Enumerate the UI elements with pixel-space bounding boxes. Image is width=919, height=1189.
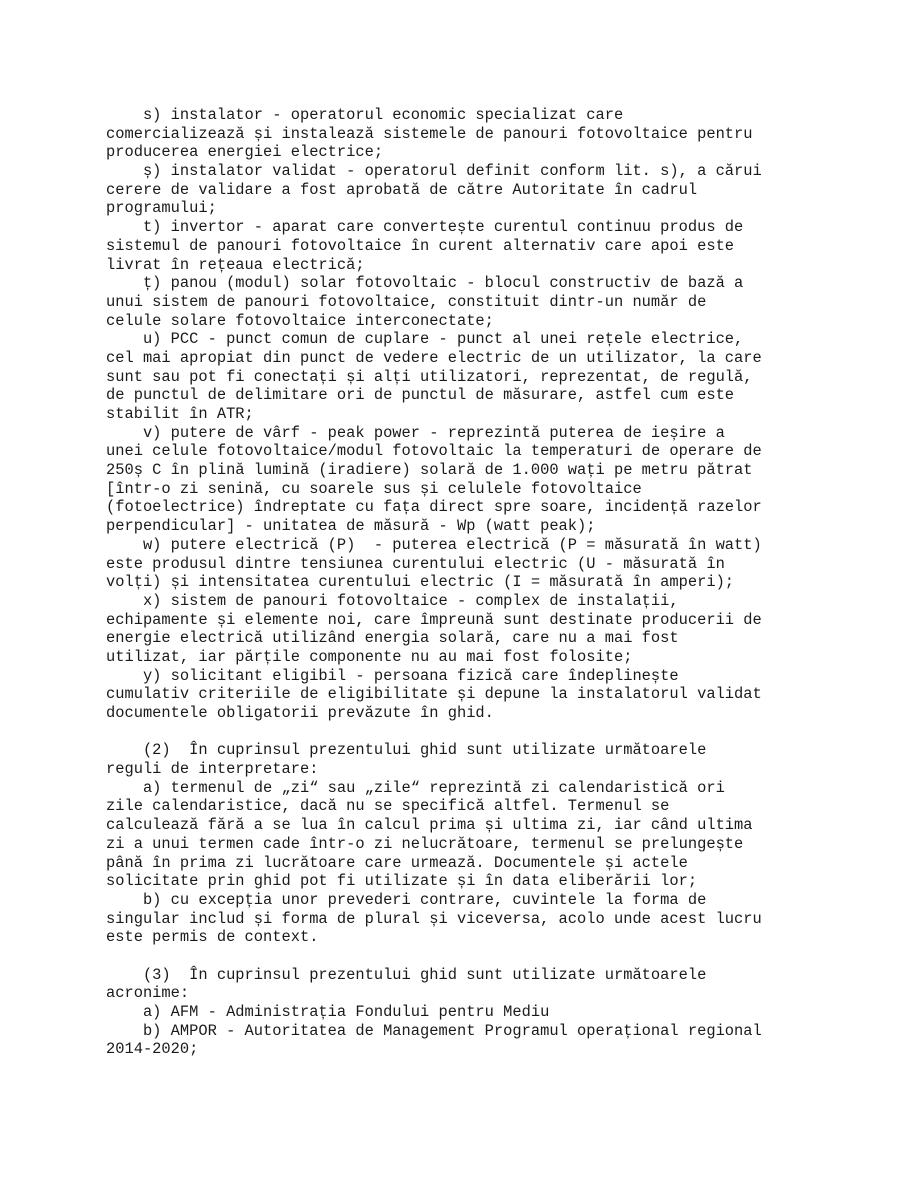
text-line: este permis de context.: [106, 928, 319, 947]
text-line: 2014-2020;: [106, 1040, 199, 1059]
text-line: w) putere electrică (P) - puterea electrică (P = măsurată în watt): [106, 535, 762, 554]
text-line: s) instalator - operatorul economic specializat care: [106, 106, 624, 124]
text-line: de punctul de delimitare ori de punctul de măsurare, astfel cum este: [106, 386, 735, 405]
text-line: cerere de validare a fost aprobată de către Autoritate în cadrul: [106, 180, 698, 199]
text-line: singular includ și forma de plural și viceversa, acolo unde acest lucru: [106, 909, 762, 928]
paragraph-spacer: [106, 723, 816, 742]
text-line: perpendicular] - unitatea de măsură - Wp (watt peak);: [106, 517, 596, 536]
text-line: acronime:: [106, 984, 190, 1003]
text-line: sunt sau pot fi conectați și alți utilizatori, reprezentat, de regulă,: [106, 367, 753, 386]
text-line: stabilit în ATR;: [106, 405, 254, 423]
text-line: documentele obligatorii prevăzute în ghid.: [106, 704, 494, 722]
text-line: energie electrică utilizând energia solară, care nu a mai fost: [106, 629, 679, 648]
text-line: 250ș C în plină lumină (iradiere) solară de 1.000 wați pe metru pătrat: [106, 461, 753, 480]
text-line: (2) În cuprinsul prezentului ghid sunt utilizate următoarele: [106, 741, 707, 760]
text-line: calculează fără a se lua în calcul prima și ultima zi, iar când ultima: [106, 816, 753, 835]
text-line: y) solicitant eligibil - persoana fizică care îndeplinește: [106, 666, 679, 685]
text-line: b) AMPOR - Autoritatea de Management Programul operațional regional: [106, 1021, 762, 1040]
text-line: t) invertor - aparat care convertește curentul continuu produs de: [106, 218, 744, 237]
text-line: unei celule fotovoltaice/modul fotovoltaic la temperaturi de operare de: [106, 442, 762, 461]
text-line: unui sistem de panouri fotovoltaice, constituit dintr-un număr de: [106, 292, 707, 311]
text-line: comercializează și instalează sistemele de panouri fotovoltaice pentru: [106, 124, 753, 143]
text-line: x) sistem de panouri fotovoltaice - complex de instalații,: [106, 591, 679, 610]
text-line: solicitate prin ghid pot fi utilizate și în data eliberării lor;: [106, 872, 698, 891]
text-line: a) AFM - Administrația Fondului pentru Mediu: [106, 1003, 550, 1021]
text-line: este produsul dintre tensiunea curentului electric (U - măsurată în: [106, 554, 725, 573]
text-line: sistemul de panouri fotovoltaice în curent alternativ care apoi este: [106, 236, 735, 255]
text-line: (3) În cuprinsul prezentului ghid sunt utilizate următoarele: [106, 965, 707, 984]
text-line: programului;: [106, 199, 217, 218]
text-line: cel mai apropiat din punct de vedere electric de un utilizator, la care: [106, 348, 762, 367]
text-line: [într-o zi senină, cu soarele sus și celulele fotovoltaice: [106, 479, 642, 498]
text-line: celule solare fotovoltaice interconectate;: [106, 311, 494, 330]
text-line: reguli de interpretare:: [106, 760, 319, 779]
text-line: ș) instalator validat - operatorul definit conform lit. s), a cărui: [106, 162, 762, 181]
document-page: [106, 106, 816, 1059]
text-line: (fotoelectrice) îndreptate cu fața direct spre soare, incidență razelor: [106, 498, 762, 517]
text-line: livrat în rețeaua electrică;: [106, 255, 365, 274]
text-line: zi a unui termen cade într-o zi nelucrătoare, termenul se prelungește: [106, 834, 744, 853]
text-line: până în prima zi lucrătoare care urmează. Documentele și actele: [106, 853, 688, 872]
text-line: zile calendaristice, dacă nu se specifică altfel. Termenul se: [106, 797, 670, 816]
text-line: producerea energiei electrice;: [106, 143, 384, 162]
text-line: cumulativ criteriile de eligibilitate și depune la instalatorul validat: [106, 685, 762, 704]
text-line: ț) panou (modul) solar fotovoltaic - blocul constructiv de bază a: [106, 274, 744, 293]
text-line: b) cu excepția unor prevederi contrare, cuvintele la forma de: [106, 890, 707, 909]
text-line: v) putere de vârf - peak power - reprezintă puterea de ieșire a: [106, 423, 725, 442]
text-line: volți) și intensitatea curentului electric (I = măsurată în amperi);: [106, 573, 735, 592]
text-line: a) termenul de „zi“ sau „zile“ reprezintă zi calendaristică ori: [106, 778, 725, 797]
text-line: utilizat, iar părțile componente nu au mai fost folosite;: [106, 647, 633, 666]
text-line: u) PCC - punct comun de cuplare - punct al unei rețele electrice,: [106, 330, 744, 349]
text-line: echipamente și elemente noi, care împreună sunt destinate producerii de: [106, 610, 762, 629]
paragraph-spacer: [106, 947, 816, 966]
